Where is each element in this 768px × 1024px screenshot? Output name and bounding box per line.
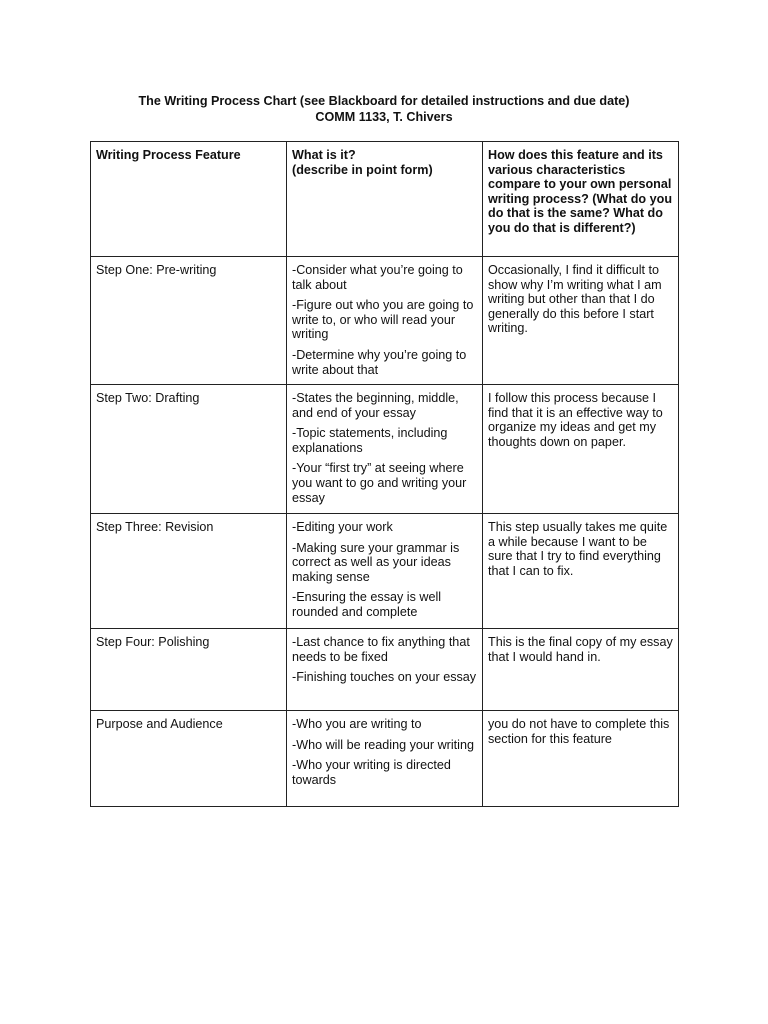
points-cell [287, 514, 483, 629]
course-info: COMM 1133, T. Chivers [315, 110, 453, 124]
comparison-cell: This is the final copy of my essay that I would hand in. [483, 629, 679, 711]
point-item: -Who you are writing to [292, 717, 422, 731]
feature-cell: Step Two: Drafting [91, 385, 287, 514]
feature-cell: Step One: Pre-writing [91, 257, 287, 385]
point-item: -Making sure your grammar is correct as well as your ideas making sense [292, 540, 460, 584]
table-row [91, 629, 679, 711]
point-item: -Finishing touches on your essay [292, 670, 477, 685]
document-header [0, 93, 768, 125]
points-cell [287, 629, 483, 711]
comparison-cell: Occasionally, I find it difficult to show why I’m writing what I am writing but other than that I do generally do this before I start writing. [483, 257, 679, 385]
header-what-is-it [287, 142, 483, 257]
point-item: -Last chance to fix anything that needs to be fixed [292, 635, 470, 664]
point-item: -Who your writing is directed towards [292, 758, 451, 787]
point-item: -Editing your work [292, 520, 393, 534]
document-title: The Writing Process Chart (see Blackboard for detailed instructions and due date) [138, 94, 630, 108]
header-what-is-it-line-1: What is it? [292, 148, 356, 162]
table-row [91, 385, 679, 514]
point-item: -Your “first try” at seeing where you want to go and writing your essay [292, 461, 467, 505]
table-row [91, 514, 679, 629]
header-what-is-it-line-2: (describe in point form) [292, 162, 433, 177]
table-header-row [91, 142, 679, 257]
header-feature: Writing Process Feature [91, 142, 287, 257]
point-item: -Topic statements, including explanations [292, 426, 448, 455]
header-comparison: How does this feature and its various characteristics compare to your own personal writing process? (What do you do that is the same? What do you do that is different?) [483, 142, 679, 257]
table-row [91, 257, 679, 385]
comparison-cell: This step usually takes me quite a while because I want to be sure that I try to find everything that I can to fix. [483, 514, 679, 629]
point-item: -Ensuring the essay is well rounded and complete [292, 590, 442, 619]
points-cell [287, 385, 483, 514]
feature-cell: Step Four: Polishing [91, 629, 287, 711]
table-row [91, 711, 679, 807]
point-item: -Consider what you’re going to talk about [292, 263, 463, 292]
point-item: -Determine why you’re going to write about that [292, 347, 467, 377]
comparison-cell: I follow this process because I find that it is an effective way to organize my ideas and get my thoughts down on paper. [483, 385, 679, 514]
comparison-cell: you do not have to complete this section for this feature [483, 711, 679, 807]
points-cell [287, 711, 483, 807]
feature-cell: Step Three: Revision [91, 514, 287, 629]
writing-process-table [90, 141, 679, 807]
point-item: -Figure out who you are going to write to, or who will read your writing [292, 298, 474, 342]
point-item: -States the beginning, middle, and end of your essay [292, 391, 459, 420]
point-item: -Who will be reading your writing [292, 737, 474, 752]
feature-cell: Purpose and Audience [91, 711, 287, 807]
points-cell [287, 257, 483, 385]
